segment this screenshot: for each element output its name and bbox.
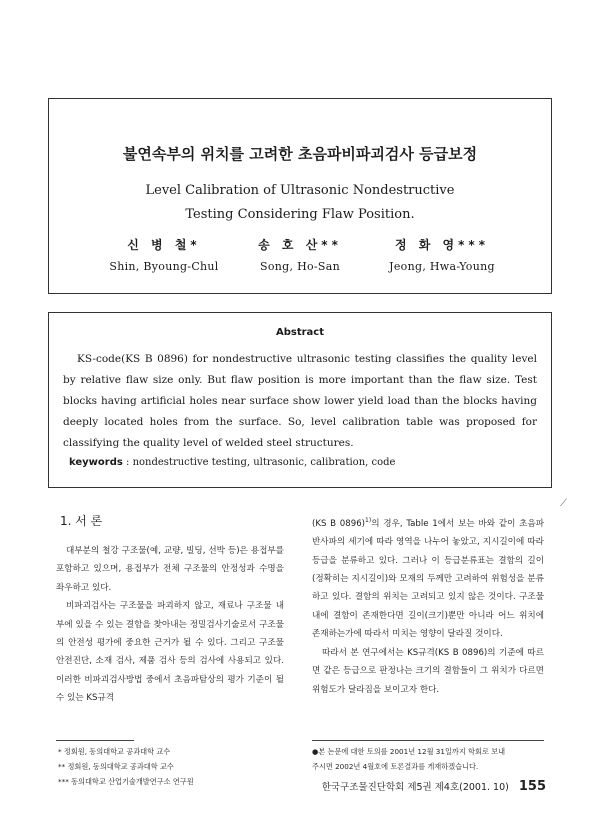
author-3-name-en: Jeong, Hwa-Young	[389, 260, 495, 273]
title-english	[49, 179, 551, 227]
discussion-note-line2: 주시면 2002년 4월호에 토론결과를 게재하겠습니다.	[312, 762, 479, 771]
title-english-line1: Level Calibration of Ultrasonic Nondestructive	[145, 183, 455, 198]
keywords-line	[69, 455, 539, 471]
title-box	[48, 98, 552, 294]
keywords-label: keywords	[69, 457, 123, 468]
author-3	[367, 236, 517, 273]
author-2	[225, 236, 375, 273]
author-2-name-ko: 송 호 산**	[258, 238, 342, 252]
title-english-line2: Testing Considering Flaw Position.	[185, 207, 415, 222]
intro-paragraph-3	[312, 512, 544, 644]
discussion-note-line1: ●본 논문에 대한 토의를 2001년 12월 31일까지 학회로 보내	[312, 747, 506, 756]
footnote-rule-left	[56, 740, 134, 741]
right-column-text	[312, 512, 544, 699]
page-footer	[300, 779, 546, 794]
footnote-rule-right	[312, 740, 544, 741]
intro-paragraph-3-rest: 의 경우, Table 1에서 보는 바와 같이 초음파 반사파의 세기에 따라 영역을 나누어 놓았고, 지시길이에 따라 등급을 분류하고 있다. 그러나 이 등급분류표는 결함의 길이(정확히는 지시길이)와 모재의 두께만 고려하여 위험성을 분류하고 있다. 결함의 위치는 고려되고 있지 않은 것이다. 구조물 내에 결함이 존재한다면 길이(크기)뿐만 아니라 어느 위치에 존재하는가에 따라서 미치는 영향이 달라질 것이다.	[312, 518, 545, 640]
author-3-name-ko: 정 화 영***	[395, 238, 489, 252]
title-korean: 불연속부의 위치를 고려한 초음파비파괴검사 등급보정	[122, 145, 478, 163]
footnote-author-3: *** 동의대학교 산업기술개발연구소 연구원	[58, 777, 194, 786]
abstract-heading: Abstract	[275, 327, 325, 338]
author-2-name-en: Song, Ho-San	[260, 260, 340, 273]
section-heading-introduction: 1. 서 론	[60, 514, 103, 528]
footnotes-right	[312, 744, 505, 774]
left-column-text	[56, 542, 284, 708]
footnote-author-2: ** 정회원, 동의대학교 공과대학 교수	[58, 762, 174, 771]
keywords-list: : nondestructive testing, ultrasonic, calibration, code	[122, 457, 396, 468]
author-1-name-en: Shin, Byoung-Chul	[109, 260, 219, 273]
intro-paragraph-4: 따라서 본 연구에서는 KS규격(KS B 0896)의 기준에 따르면 같은 등급으로 판정나는 크기의 결함들이 그 위치가 다르면 위험도가 달라짐을 보이고자 한다.	[312, 647, 544, 695]
page-number: 155	[518, 779, 546, 794]
right-column	[312, 512, 544, 699]
abstract-box	[48, 312, 552, 488]
author-1	[89, 236, 239, 273]
abstract-body	[63, 349, 537, 454]
intro-paragraph-2: 비파괴검사는 구조물을 파괴하지 않고, 재료나 구조물 내부에 있을 수 있는 결함을 찾아내는 정밀검사기술로서 구조물의 안전성 평가에 중요한 근거가 될 수 있다. 그리고 구조물 안전진단, 소재 검사, 제품 검사 등의 검사에 사용되고 있다. 이러한 비파괴검사방법 중에서 초음파탐상의 평가 기준이 될 수 있는 KS규격	[56, 601, 284, 704]
journal-citation: 한국구조물진단학회 제5권 제4호(2001. 10)	[321, 782, 509, 793]
footnote-author-1: * 정회원, 동의대학교 공과대학 교수	[58, 747, 171, 756]
author-1-name-ko: 신 병 철*	[127, 238, 201, 252]
intro-paragraph-1: 대부분의 철강 구조물(예, 교량, 빌딩, 선박 등)은 용접부를 포함하고 있으며, 용접부가 전체 구조물의 안정성과 수명을 좌우하고 있다.	[56, 546, 284, 593]
ks-code-ref: (KS B 0896)	[312, 518, 366, 529]
margin-mark: ⟋	[560, 498, 567, 509]
left-column	[56, 512, 284, 708]
footnotes-left	[58, 744, 194, 789]
reference-sup: 1)	[365, 517, 372, 524]
abstract-text: KS-code(KS B 0896) for nondestructive ultrasonic testing classifies the quality level by relative flaw size only. But flaw position is more important than the flaw size. Test blocks having artificial holes near surface show lower yield load than the blocks having deeply located holes from the surface. So, level calibration table was proposed for classifying the quality level of welded steel structures.	[63, 353, 537, 449]
